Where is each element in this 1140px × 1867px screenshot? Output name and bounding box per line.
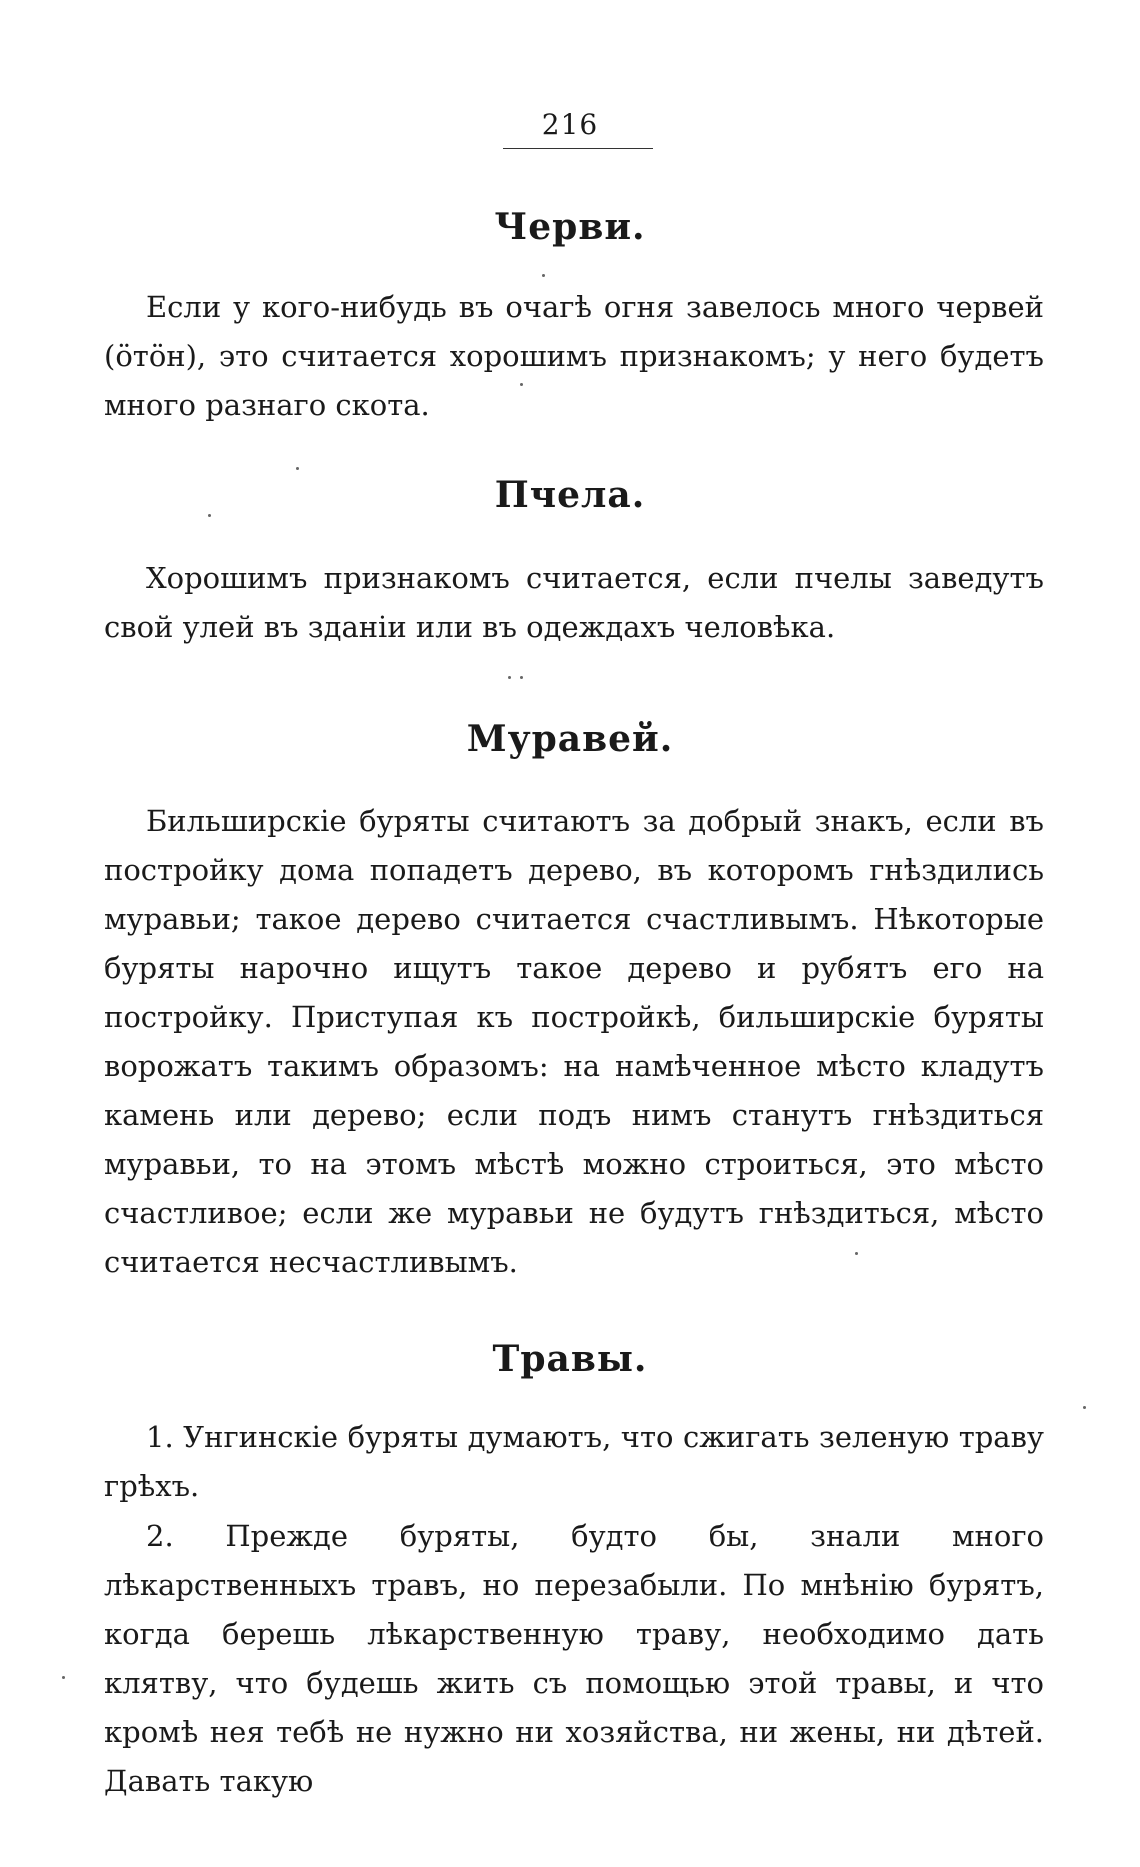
scan-speck	[520, 676, 523, 679]
scan-speck	[62, 1676, 65, 1679]
scan-speck	[296, 467, 299, 470]
scan-speck	[508, 676, 511, 679]
paragraph-ant: Бильширскіе буряты считаютъ за добрый знакъ, если въ постройку дома попадетъ дерево, въ которомъ гнѣздились муравьи; такое дерево считается счастливымъ. Нѣкоторые буряты нарочно ищутъ такое дерево и рубятъ его на постройку. Приступая къ постройкѣ, бильширскіе буряты ворожатъ такимъ образомъ: на намѣченное мѣсто кладутъ камень или дерево; если подъ нимъ станутъ гнѣздиться муравьи, то на этомъ мѣстѣ можно строиться, это мѣсто счастливое; если же муравьи не будутъ гнѣздиться, мѣсто считается несчастливымъ.	[104, 804, 1044, 1279]
paragraph-herbs-2: 2. Прежде буряты, будто бы, знали много лѣкарственныхъ травъ, но перезабыли. По мнѣнію бурятъ, когда берешь лѣкарственную траву, необходимо дать клятву, что будешь жить съ помощью этой травы, и что кромѣ нея тебѣ не нужно ни хозяйства, ни жены, ни дѣтей. Давать такую	[104, 1519, 1044, 1798]
page-number: 216	[541, 108, 599, 141]
paragraph-herbs-1: 1. Унгинскіе буряты думаютъ, что сжигать зеленую траву грѣхъ.	[104, 1420, 1044, 1503]
scan-speck	[855, 1252, 858, 1255]
page-number-rule	[503, 148, 653, 149]
paragraph-worms: Если у кого-нибудь въ очагѣ огня завелось много червей (ӧтӧн), это считается хорошимъ признакомъ; у него будетъ много разнаго скота.	[104, 290, 1044, 422]
section-heading-worms: Черви.	[494, 206, 646, 248]
scan-speck	[1083, 1406, 1086, 1409]
scan-speck	[542, 274, 545, 277]
section-heading-herbs: Травы.	[492, 1338, 648, 1380]
scan-speck	[520, 383, 523, 386]
paragraph-bee: Хорошимъ признакомъ считается, если пчелы заведутъ свой улей въ зданіи или въ одеждахъ человѣка.	[104, 561, 1044, 644]
section-heading-ant: Муравей.	[466, 718, 674, 760]
scan-speck	[208, 514, 211, 517]
section-heading-bee: Пчела.	[494, 474, 646, 516]
